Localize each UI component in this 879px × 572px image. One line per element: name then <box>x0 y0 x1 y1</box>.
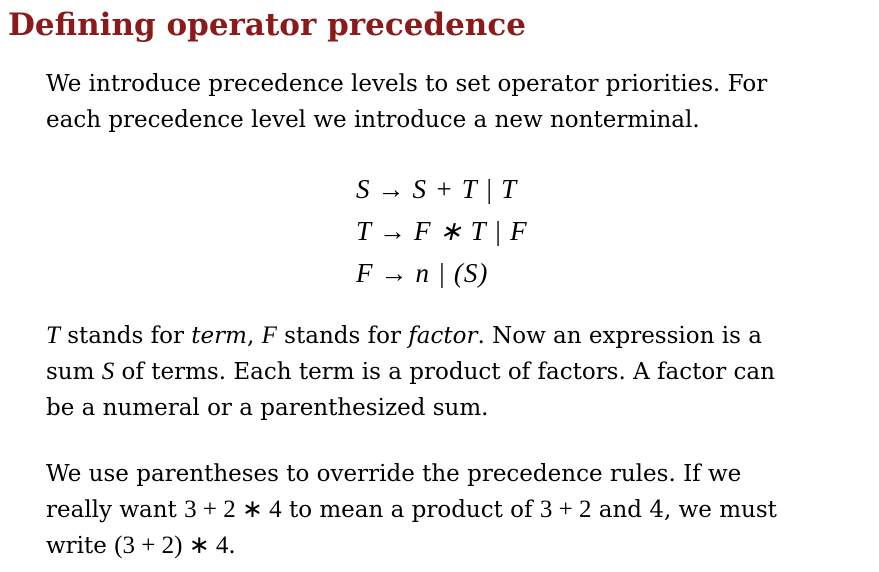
grammar-rule <box>356 168 528 210</box>
text-span: of terms. Each term is a product of factors. A factor can <box>114 359 775 385</box>
text-span: write <box>46 533 115 559</box>
explanation-line-2 <box>46 354 866 390</box>
grammar-rule <box>356 210 528 252</box>
factor-symbol: F <box>261 322 277 349</box>
rule-arrow: → <box>377 174 405 204</box>
text-span: really want <box>46 497 185 523</box>
text-span: . Now an expression is a <box>477 323 762 349</box>
term-word: term <box>191 323 247 349</box>
rule-rhs: F ∗ T | F <box>414 216 528 246</box>
text-span: sum <box>46 359 102 385</box>
rule-rhs: n | (S) <box>415 258 489 288</box>
factor-word: factor <box>408 323 478 349</box>
override-line-3 <box>46 528 866 564</box>
term-symbol: T <box>46 322 60 349</box>
grammar-rule <box>356 252 528 294</box>
rule-rhs: S + T | T <box>412 174 518 204</box>
explanation-paragraph <box>46 318 866 426</box>
slide-title: Defining operator precedence <box>8 7 526 43</box>
intro-line-1: We introduce precedence levels to set operator priorities. For <box>46 71 768 97</box>
explanation-line-1 <box>46 318 866 354</box>
text-span: to mean a product of <box>281 497 540 523</box>
rule-lhs: F <box>356 258 373 288</box>
text-span: . <box>228 533 236 559</box>
explanation-line-3: be a numeral or a parenthesized sum. <box>46 395 489 421</box>
rule-arrow: → <box>379 216 407 246</box>
text-span: , <box>246 323 262 349</box>
math-expression: 3 + 2 ∗ 4 <box>184 496 282 523</box>
override-line-1: We use parentheses to override the precedence rules. If we <box>46 461 742 487</box>
text-span: stands for <box>276 323 409 349</box>
rule-lhs: S <box>356 174 370 204</box>
override-paragraph <box>46 456 866 564</box>
intro-line-2: each precedence level we introduce a new nonterminal. <box>46 107 700 133</box>
rule-arrow: → <box>380 258 408 288</box>
override-line-2 <box>46 492 866 528</box>
text-span: and 4, we must <box>591 497 777 523</box>
text-span: stands for <box>59 323 192 349</box>
intro-paragraph <box>46 66 866 138</box>
sum-symbol: S <box>101 358 115 385</box>
grammar-rules <box>356 168 528 294</box>
rule-lhs: T <box>356 216 372 246</box>
math-expression: (3 + 2) ∗ 4 <box>114 532 229 559</box>
math-expression: 3 + 2 <box>539 496 592 523</box>
